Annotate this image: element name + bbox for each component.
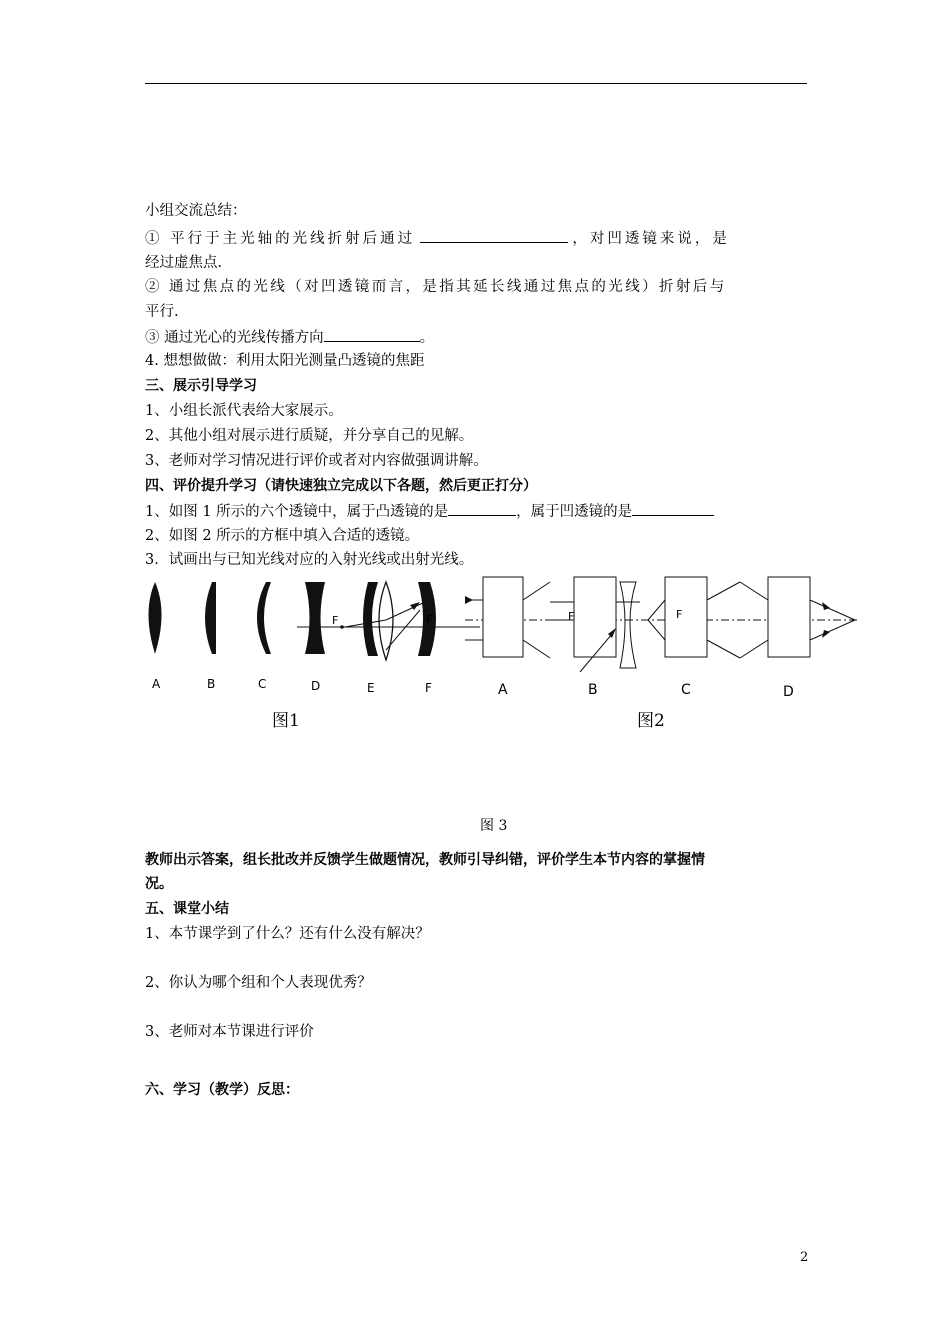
teacher-note-cont: 况。 [145, 876, 173, 892]
rule-3-blank[interactable] [324, 327, 420, 342]
rule-1-line [145, 228, 807, 249]
fig1-label-c: C [258, 677, 267, 691]
rule-3-text: ③ 通过光心的光线传播方向 [145, 330, 324, 346]
lens-figures [140, 572, 870, 702]
fig2-label-d: D [783, 684, 794, 700]
focus-label-2: F [426, 613, 433, 626]
header-rule [145, 83, 807, 84]
question-3: 3．试画出与已知光线对应的入射光线或出射光线。 [145, 552, 474, 568]
rule-1-text: ① 平行于主光轴的光线折射后通过 [145, 231, 416, 247]
teacher-note: 教师出示答案，组长批改并反馈学生做题情况，教师引导纠错，评价学生本节内容的掌握情 [145, 852, 705, 868]
section-6-heading: 六、学习（教学）反思： [145, 1082, 299, 1098]
fig1-label-b: B [207, 677, 216, 691]
box-d [768, 577, 810, 657]
fig2-label-b: B [588, 682, 598, 698]
figure-1-caption: 图1 [272, 711, 300, 731]
concave-answer-blank[interactable] [632, 501, 714, 516]
box-b [574, 577, 616, 657]
rule-3-end: 。 [419, 330, 435, 346]
fig2-label-c: C [681, 682, 691, 698]
rule-2-cont: 平行. [145, 304, 179, 320]
section-3-heading: 三、展示引导学习 [145, 378, 257, 394]
figure-1 [149, 582, 481, 695]
section-3-item-1: 1、小组长派代表给大家展示。 [145, 403, 343, 419]
item-4: 4. 想想做做：利用太阳光测量凸透镜的焦距 [145, 353, 425, 369]
section-5-item-2: 2、你认为哪个组和个人表现优秀？ [145, 975, 372, 991]
fig2-focus-b: F [568, 610, 575, 623]
question-1-text-a: 1、如图 1 所示的六个透镜中，属于凸透镜的是 [145, 504, 449, 520]
lens-b [205, 582, 216, 654]
fig2-focus-c: F [676, 608, 683, 621]
focus-label-1: F [332, 614, 339, 627]
rule-3-line [145, 327, 434, 348]
question-1-text-b: ，属于凹透镜的是 [516, 504, 633, 520]
section-5-item-1: 1、本节课学到了什么？还有什么没有解决？ [145, 926, 430, 942]
lens-a [149, 582, 162, 654]
fig1-label-d: D [311, 679, 321, 693]
intro-text: 小组交流总结： [145, 203, 247, 219]
fig1-label-a: A [152, 677, 161, 691]
section-5-heading: 五、课堂小结 [145, 901, 229, 917]
section-3-item-2: 2、其他小组对展示进行质疑，并分享自己的见解。 [145, 428, 474, 444]
lens-f [363, 582, 378, 656]
lens-c [257, 582, 271, 654]
question-2: 2、如图 2 所示的方框中填入合适的透镜。 [145, 528, 420, 544]
section-5-item-3: 3、老师对本节课进行评价 [145, 1024, 314, 1040]
section-4-heading: 四、评价提升学习（请快速独立完成以下各题，然后更正打分） [145, 478, 537, 494]
fig1-label-e: E [367, 681, 375, 695]
rule-1-cont: 经过虚焦点. [145, 255, 223, 271]
fig1-label-f: F [425, 681, 432, 695]
fig2-label-a: A [498, 682, 508, 698]
figure-2-caption: 图2 [637, 711, 665, 731]
rule-2-text: ② 通过焦点的光线（对凹透镜而言，是指其延长线通过焦点的光线）折射后与 [145, 279, 727, 295]
question-1 [145, 501, 714, 522]
figure-3-caption: 图 3 [480, 818, 508, 834]
figure-2 [465, 577, 860, 700]
lens-d [305, 582, 325, 654]
concave-lens-b [620, 582, 636, 668]
box-a [483, 577, 523, 657]
page-number: 2 [800, 1250, 809, 1265]
rule-1-blank[interactable] [420, 228, 568, 243]
box-c [665, 577, 707, 657]
convex-answer-blank[interactable] [448, 501, 516, 516]
rule-1-text-b: ，对凹透镜来说，是 [572, 231, 730, 247]
section-3-item-3: 3、老师对学习情况进行评价或者对内容做强调讲解。 [145, 453, 488, 469]
